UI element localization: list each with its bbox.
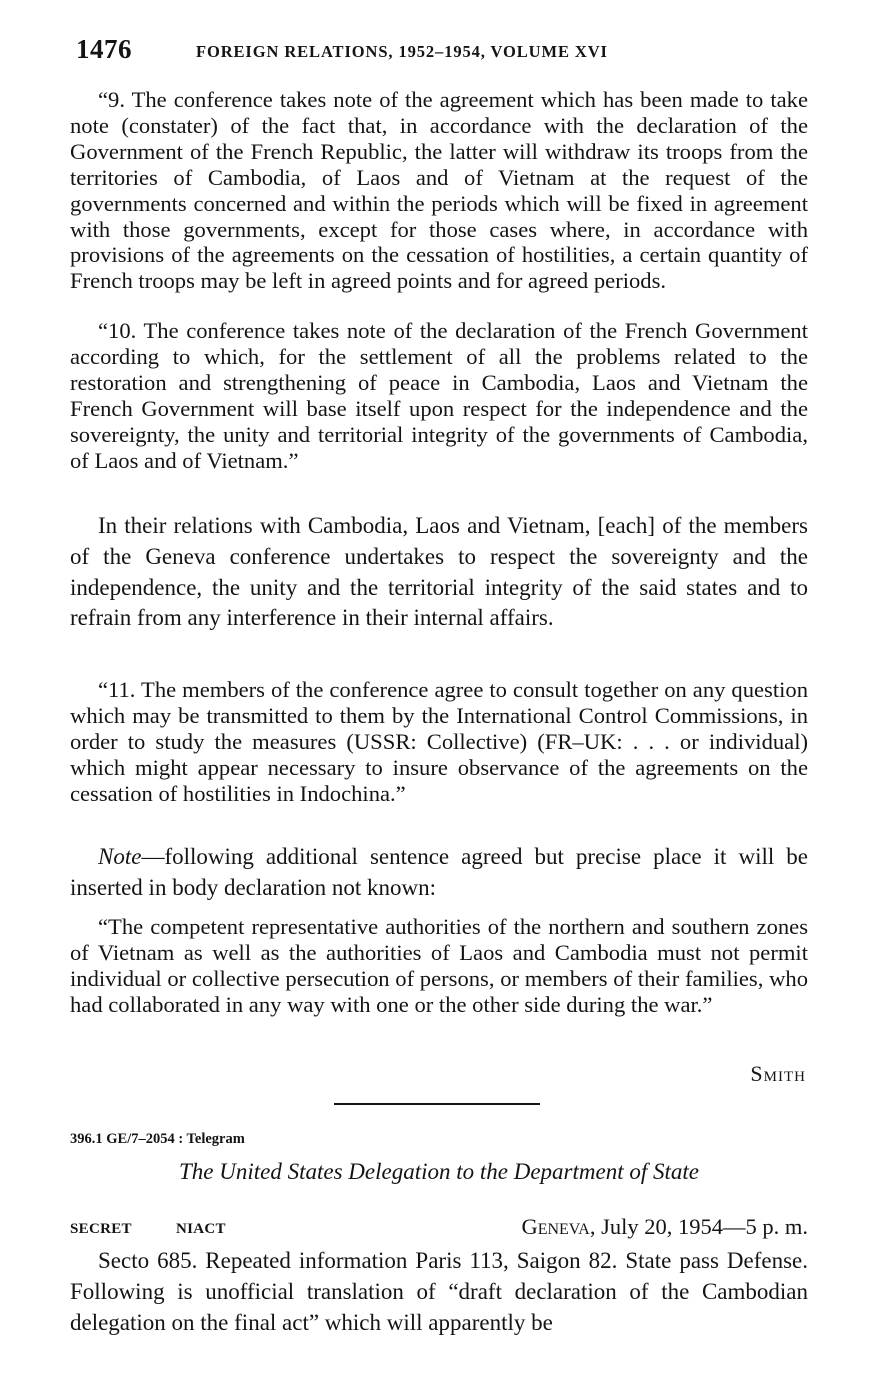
running-head: [76, 30, 816, 70]
note-text: —following additional sentence agreed but precise place it will be inserted in body declaration not known:: [70, 844, 808, 900]
page-number: 1476: [76, 34, 132, 64]
dateline-date: , July 20, 1954—5 p. m.: [589, 1214, 808, 1239]
precedence-label: NIACT: [176, 1221, 226, 1237]
running-head-title: FOREIGN RELATIONS, 1952–1954, VOLUME XVI: [196, 42, 608, 61]
classification-row: [70, 1214, 808, 1244]
document-title: The United States Delegation to the Department of State: [179, 1159, 699, 1184]
classification-label: SECRET: [70, 1221, 132, 1237]
persecution-quote-paragraph: “The competent representative authorities of the northern and southern zones of Vietnam as well as the authorities of Laos and Cambodia must not permit individual or collective persecution of persons, or members of their families, who had collaborated in any way with one or the other side during the war.”: [70, 914, 808, 1017]
relations-paragraph: In their relations with Cambodia, Laos and Vietnam, [each] of the members of the Geneva conference undertakes to respect the sovereignty and the independence, the unity and the territorial integrity of the said states and to refrain from any interference in their internal affairs.: [70, 513, 808, 631]
signature: Smith: [750, 1061, 806, 1086]
dateline-place: Geneva: [521, 1214, 590, 1239]
dateline: [521, 1214, 808, 1240]
article-10-paragraph: “10. The conference takes note of the declaration of the French Government according to which, for the settlement of all the problems related to the restoration and strengthening of peace in Cambodia, Laos and Vietnam the French Government will base itself upon respect for the independence and the sovereignty, the unity and territorial integrity of the governments of Cambodia, of Laos and of Vietnam.”: [70, 318, 808, 473]
section-divider: [334, 1103, 540, 1105]
article-9-paragraph: “9. The conference takes note of the agreement which has been made to take note (constater) of the fact that, in accordance with the declaration of the Government of the French Republic, the latter will withdraw its troops from the territories of Cambodia, of Laos and of Vietnam at the request of the governments concerned and within the periods which will be fixed in agreement with those governments, except for those cases where, in accordance with provisions of the agreements on the cessation of hostilities, a certain quantity of French troops may be left in agreed points and for agreed periods.: [70, 87, 808, 294]
article-11-paragraph: “11. The members of the conference agree to consult together on any question which may be transmitted to them by the International Control Commissions, in order to study the measures (USSR: Collective) (FR–UK: . . . or individual) which might appear necessary to insure observance of the agreements on the cessation of hostilities in Indochina.”: [70, 677, 808, 806]
note-paragraph: [70, 842, 808, 904]
note-label: Note: [98, 844, 142, 869]
file-reference: 396.1 GE/7–2054 : Telegram: [70, 1131, 245, 1147]
telegram-body-paragraph: Secto 685. Repeated information Paris 113, Saigon 82. State pass Defense. Following is unofficial translation of “draft declaration of the Cambodian delegation on the final act” which will apparently be: [70, 1248, 808, 1335]
